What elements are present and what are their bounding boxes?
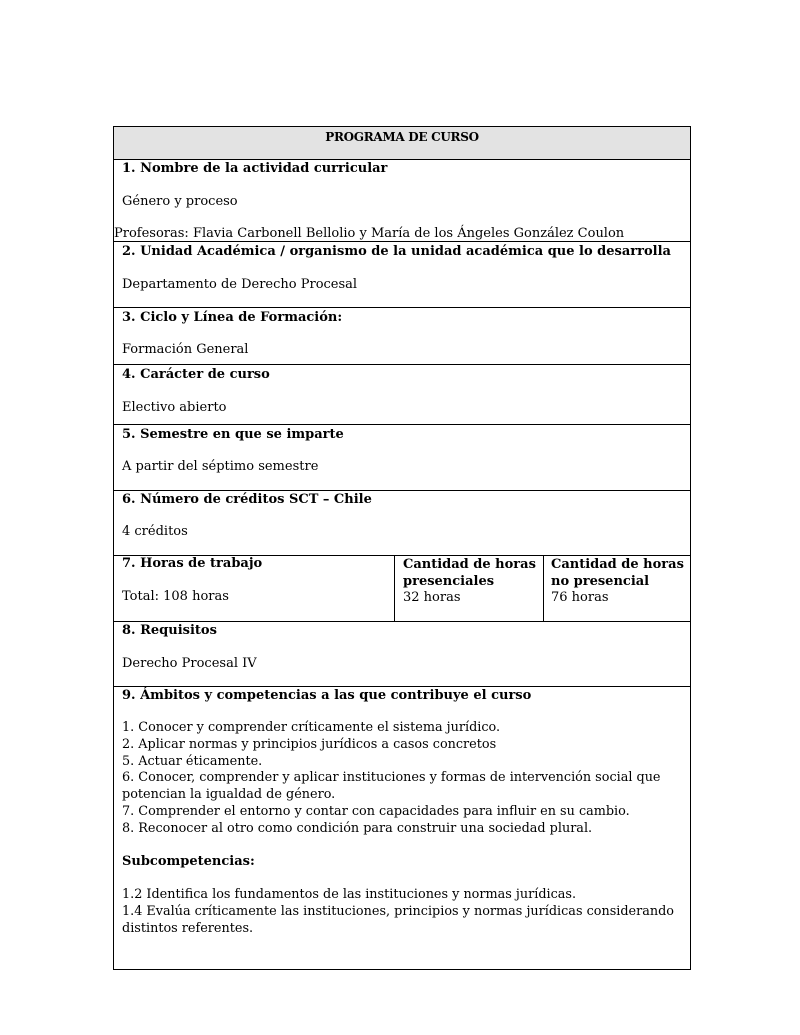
remote-hours-value: 76 horas: [551, 590, 609, 605]
section-5-value: A partir del séptimo semestre: [122, 459, 319, 474]
section-9-heading: 9. Ámbitos y competencias a las que contribuye el curso: [122, 688, 532, 703]
competencies-list: [122, 720, 680, 838]
section-3-heading: 3. Ciclo y Línea de Formación:: [122, 310, 343, 325]
section-2-value: Departamento de Derecho Procesal: [122, 277, 358, 292]
document-title: PROGRAMA DE CURSO: [325, 130, 479, 144]
remote-heading-line-1: Cantidad de horas: [551, 557, 684, 572]
section-6-value: 4 créditos: [122, 524, 188, 539]
section-3-value: Formación General: [122, 342, 249, 357]
table-header: [114, 127, 690, 160]
in-person-hours-value: 32 horas: [403, 590, 461, 605]
in-person-heading-line-1: Cantidad de horas: [403, 557, 536, 572]
section-3-cycle-line: [114, 308, 690, 365]
section-6-credits: [114, 491, 690, 556]
in-person-hours-cell: [395, 556, 543, 621]
course-program-table: [113, 126, 691, 970]
section-9-competencies: [114, 687, 690, 969]
section-1-value: Género y proceso: [122, 194, 238, 209]
list-item: 7. Comprender el entorno y contar con capacidades para influir en su cambio.: [122, 803, 630, 819]
in-person-heading-line-2: presenciales: [403, 574, 495, 589]
remote-hours-cell: [543, 556, 690, 621]
work-hours-total-cell: [114, 556, 395, 621]
section-5-semester: [114, 425, 690, 491]
section-8-value: Derecho Procesal IV: [122, 656, 257, 671]
section-7-work-hours: [114, 556, 690, 622]
section-4-heading: 4. Carácter de curso: [122, 367, 270, 382]
section-7-heading: 7. Horas de trabajo: [122, 556, 263, 571]
list-item: 1.2 Identifica los fundamentos de las instituciones y normas jurídicas.: [122, 887, 577, 902]
section-1-curricular-activity: [114, 160, 690, 242]
section-2-heading: 2. Unidad Académica / organismo de la unidad académica que lo desarrolla: [122, 244, 671, 259]
list-item: 8. Reconocer al otro como condición para construir una sociedad plural.: [122, 820, 593, 836]
section-1-heading: 1. Nombre de la actividad curricular: [122, 161, 388, 176]
subcompetencies-list: [122, 887, 680, 937]
section-4-course-type: [114, 365, 690, 425]
section-2-academic-unit: [114, 242, 690, 308]
list-item: 1.4 Evalúa críticamente las instituciones, principios y normas jurídicas considerando distintos referentes.: [122, 903, 674, 936]
section-8-heading: 8. Requisitos: [122, 623, 217, 638]
section-7-total: Total: 108 horas: [122, 589, 229, 604]
list-item: 5. Actuar éticamente.: [122, 753, 263, 769]
section-1-professors: Profesoras: Flavia Carbonell Bellolio y María de los Ángeles González Coulon: [114, 226, 625, 241]
section-8-requirements: [114, 622, 690, 687]
section-6-heading: 6. Número de créditos SCT – Chile: [122, 492, 372, 507]
list-item: 1. Conocer y comprender críticamente el sistema jurídico.: [122, 720, 501, 735]
section-4-value: Electivo abierto: [122, 400, 227, 415]
list-item: 2. Aplicar normas y principios jurídicos a casos concretos: [122, 736, 497, 752]
subcompetencies-heading: Subcompetencias:: [122, 854, 255, 869]
remote-heading-line-2: no presencial: [551, 574, 650, 589]
section-5-heading: 5. Semestre en que se imparte: [122, 427, 344, 442]
list-item: 6. Conocer, comprender y aplicar instituciones y formas de intervención social que potencian la igualdad de género.: [122, 770, 661, 803]
